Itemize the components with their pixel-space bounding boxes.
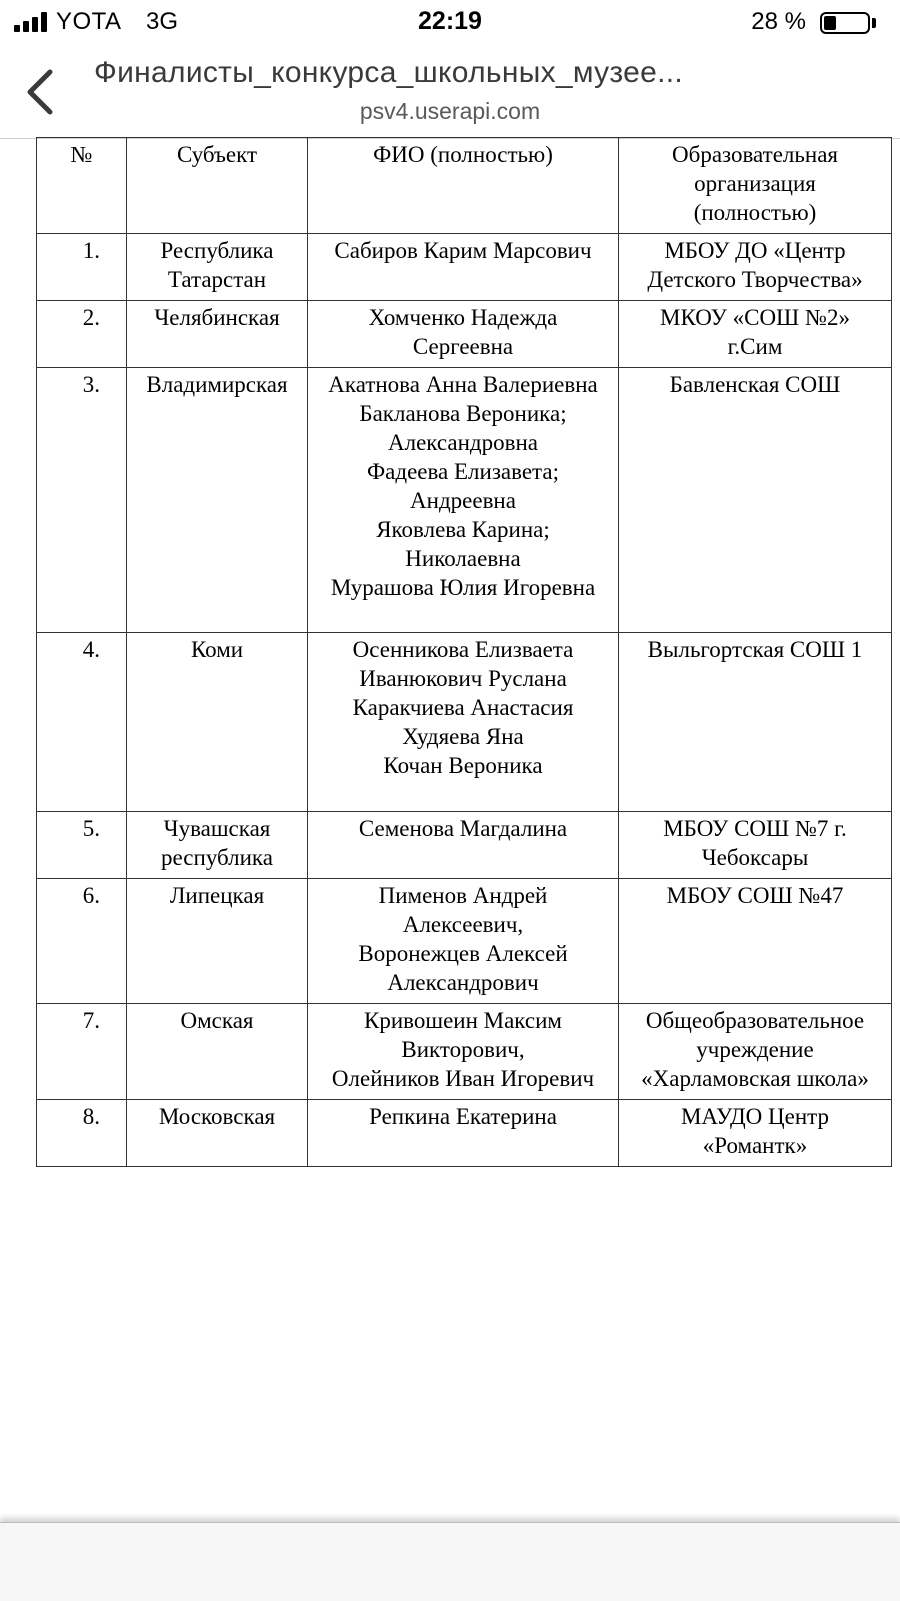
document-title: Финалисты_конкурса_школьных_музее... <box>94 56 684 89</box>
cell-fio <box>308 1004 619 1100</box>
battery-level-fill <box>824 16 836 30</box>
cell-line: Николаевна <box>405 546 521 571</box>
cell-line: Московская <box>158 1104 276 1129</box>
cell-line: Хомченко Надежда <box>368 305 558 330</box>
header-subject <box>127 138 308 234</box>
cell-organization <box>619 812 892 879</box>
cell-line: учреждение <box>696 1037 814 1062</box>
battery-percentage: 28 % <box>751 8 806 35</box>
document-url: psv4.userapi.com <box>359 98 541 124</box>
cell-line: Омская <box>180 1008 254 1033</box>
table-row <box>37 812 892 879</box>
cell-line: Общеобразовательное <box>645 1008 865 1033</box>
cell-organization <box>619 1004 892 1100</box>
table-row <box>37 633 892 812</box>
table-row <box>37 1100 892 1167</box>
cell-line: Иванюкович Руслана <box>359 666 567 691</box>
cell-number: 4. <box>37 633 127 812</box>
battery-cap <box>872 18 876 28</box>
cell-line: Коми <box>190 637 244 662</box>
cell-line: Липецкая <box>169 883 265 908</box>
table-row <box>37 301 892 368</box>
cell-subject <box>127 879 308 1004</box>
status-bar <box>0 0 900 46</box>
cell-number: 8. <box>37 1100 127 1167</box>
table-row <box>37 368 892 633</box>
cell-number: 7. <box>37 1004 127 1100</box>
cell-number: 6. <box>37 879 127 1004</box>
cell-subject <box>127 368 308 633</box>
cell-line: Викторович, <box>401 1037 525 1062</box>
cell-line: Каракчиева Анастасия <box>352 695 574 720</box>
cell-organization <box>619 1100 892 1167</box>
clock: 22:19 <box>418 7 482 35</box>
cell-line: Худяева Яна <box>402 724 524 749</box>
cell-line: Чебоксары <box>701 845 809 870</box>
cell-number: 3. <box>37 368 127 633</box>
header-fio <box>308 138 619 234</box>
cell-fio <box>308 301 619 368</box>
table-header-row <box>37 138 892 234</box>
cell-fio <box>308 368 619 633</box>
cell-organization <box>619 879 892 1004</box>
cell-line: Репкина Екатерина <box>369 1104 557 1129</box>
cell-line: МБОУ ДО «Центр <box>664 238 846 263</box>
cell-line: Сергеевна <box>412 334 514 359</box>
cell-line: Алексеевич, <box>402 912 524 937</box>
battery-icon <box>820 12 870 34</box>
header-line: № <box>70 142 93 167</box>
cell-line: Воронежцев Алексей <box>358 941 568 966</box>
table-row <box>37 234 892 301</box>
cell-organization <box>619 633 892 812</box>
cell-subject <box>127 633 308 812</box>
table-row <box>37 879 892 1004</box>
carrier-name: YOTA <box>56 8 122 35</box>
cell-fio <box>308 234 619 301</box>
cell-subject <box>127 301 308 368</box>
cell-line: МБОУ СОШ №47 <box>666 883 844 908</box>
cell-line: Челябинская <box>154 305 280 330</box>
cell-line: Пименов Андрей <box>378 883 548 908</box>
cell-fio <box>308 879 619 1004</box>
cell-line: Александровна <box>388 430 538 455</box>
cell-line: «Харламовская школа» <box>641 1066 869 1091</box>
cell-subject <box>127 1100 308 1167</box>
header-line: (полностью) <box>693 200 817 225</box>
table-body <box>37 234 892 1167</box>
cell-subject <box>127 1004 308 1100</box>
header-line: Субъект <box>176 142 258 167</box>
cell-line: Бакланова Вероника; <box>359 401 567 426</box>
cell-line: Выльгортская СОШ 1 <box>647 637 863 662</box>
cell-line: Чувашская <box>163 816 271 841</box>
cell-line: Семенова Магдалина <box>358 816 568 841</box>
network-type: 3G <box>146 8 179 35</box>
cell-organization <box>619 234 892 301</box>
cell-organization <box>619 301 892 368</box>
cell-line: Татарстан <box>167 267 267 292</box>
cell-line: республика <box>161 845 273 870</box>
cell-line: Республика <box>160 238 274 263</box>
header-organization <box>619 138 892 234</box>
bottom-toolbar <box>0 1522 900 1601</box>
cell-line: Бавленская СОШ <box>669 372 841 397</box>
cell-line: Олейников Иван Игоревич <box>331 1066 595 1091</box>
navigation-header <box>0 46 900 139</box>
cell-line: Фадеева Елизавета; <box>366 459 559 484</box>
cell-line: Акатнова Анна Валериевна <box>328 372 598 397</box>
cell-subject <box>127 812 308 879</box>
cell-line: Яковлева Карина; <box>376 517 550 542</box>
cell-line: Мурашова Юлия Игоревна <box>330 575 596 600</box>
finalists-table <box>36 137 892 1167</box>
cell-fio <box>308 633 619 812</box>
cell-line: Сабиров Карим Марсович <box>334 238 592 263</box>
cell-organization <box>619 368 892 633</box>
cell-number: 5. <box>37 812 127 879</box>
cell-line: г.Сим <box>727 334 783 359</box>
cell-line: МАУДО Центр <box>680 1104 829 1129</box>
cell-line: МКОУ «СОШ №2» <box>660 305 850 330</box>
cell-fio <box>308 812 619 879</box>
cell-line: Андреевна <box>410 488 516 513</box>
table-row <box>37 1004 892 1100</box>
cell-line: «Романтк» <box>702 1133 808 1158</box>
cell-line: Кочан Вероника <box>383 753 543 778</box>
cell-fio <box>308 1100 619 1167</box>
cell-line: МБОУ СОШ №7 г. <box>663 816 847 841</box>
cell-line: Детского Творчества» <box>647 267 863 292</box>
cell-number: 2. <box>37 301 127 368</box>
cell-line: Александрович <box>387 970 539 995</box>
header-line: организация <box>694 171 816 196</box>
cell-line: Кривошеин Максим <box>364 1008 562 1033</box>
cell-number: 1. <box>37 234 127 301</box>
cell-line: Осенникова Елизваета <box>352 637 574 662</box>
header-line: ФИО (полностью) <box>373 142 553 167</box>
cell-line: Владимирская <box>146 372 288 397</box>
header-line: Образовательная <box>672 142 838 167</box>
cell-subject <box>127 234 308 301</box>
header-number <box>37 138 127 234</box>
